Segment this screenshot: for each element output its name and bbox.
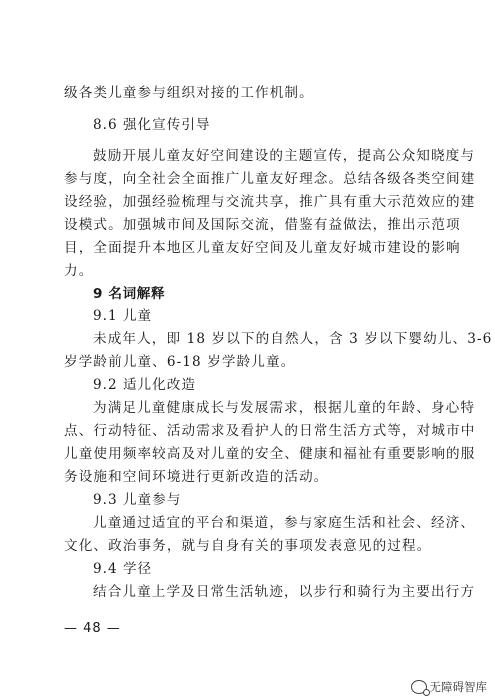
paragraph-line: 力。: [64, 263, 94, 279]
paragraph-line: 设经验，加强经验梳理与交流共享，推广具有重大示范效应的建: [64, 194, 476, 210]
subsection-heading: 9.3 儿童参与: [93, 492, 182, 508]
paragraph-line: 结合儿童上学及日常生活轨迹，以步行和骑行为主要出行方: [93, 584, 476, 600]
paragraph-line: 目，全面提升本地区儿童友好空间及儿童友好城市建设的影响: [64, 240, 461, 256]
paragraph-line: 未成年人，即 18 岁以下的自然人，含 3 岁以下婴幼儿、3-6: [93, 331, 493, 347]
wechat-icon: [411, 680, 427, 694]
paragraph-line: 务设施和空间环境进行更新改造的活动。: [64, 469, 329, 485]
paragraph-line: 岁学龄前儿童、6-18 岁学龄儿童。: [64, 354, 296, 370]
watermark-text: 无障碍智库: [429, 680, 487, 694]
page-number: — 48 —: [64, 621, 121, 636]
subsection-heading: 9.4 学径: [93, 561, 153, 577]
watermark: [411, 679, 488, 695]
paragraph-line: 儿童通过适宜的平台和渠道，参与家庭生活和社会、经济、: [93, 515, 476, 531]
paragraph-line: 设模式。加强城市间及国际交流，借鉴有益做法，推出示范项: [64, 217, 461, 233]
subsection-heading: 9.2 适儿化改造: [93, 377, 196, 393]
paragraph-line: 为满足儿童健康成长与发展需求，根据儿童的年龄、身心特: [93, 400, 476, 416]
paragraph-line: 点、行动特征、活动需求及看护人的日常生活方式等，对城市中: [64, 423, 476, 439]
subsection-heading: 9.1 儿童: [93, 308, 153, 324]
paragraph-line: 级各类儿童参与组织对接的工作机制。: [64, 85, 314, 101]
subsection-heading: 8.6 强化宣传引导: [93, 117, 211, 133]
paragraph-line: 参与度，向全社会全面推广儿童友好理念。总结各级各类空间建: [64, 171, 476, 187]
section-heading: 9 名词解释: [93, 286, 166, 302]
paragraph-line: 儿童使用频率较高及对儿童的安全、健康和福祉有重要影响的服: [64, 446, 476, 462]
paragraph-line: 文化、政治事务，就与自身有关的事项发表意见的过程。: [64, 538, 432, 554]
paragraph-line: 鼓励开展儿童友好空间建设的主题宣传，提高公众知晓度与: [93, 148, 476, 164]
